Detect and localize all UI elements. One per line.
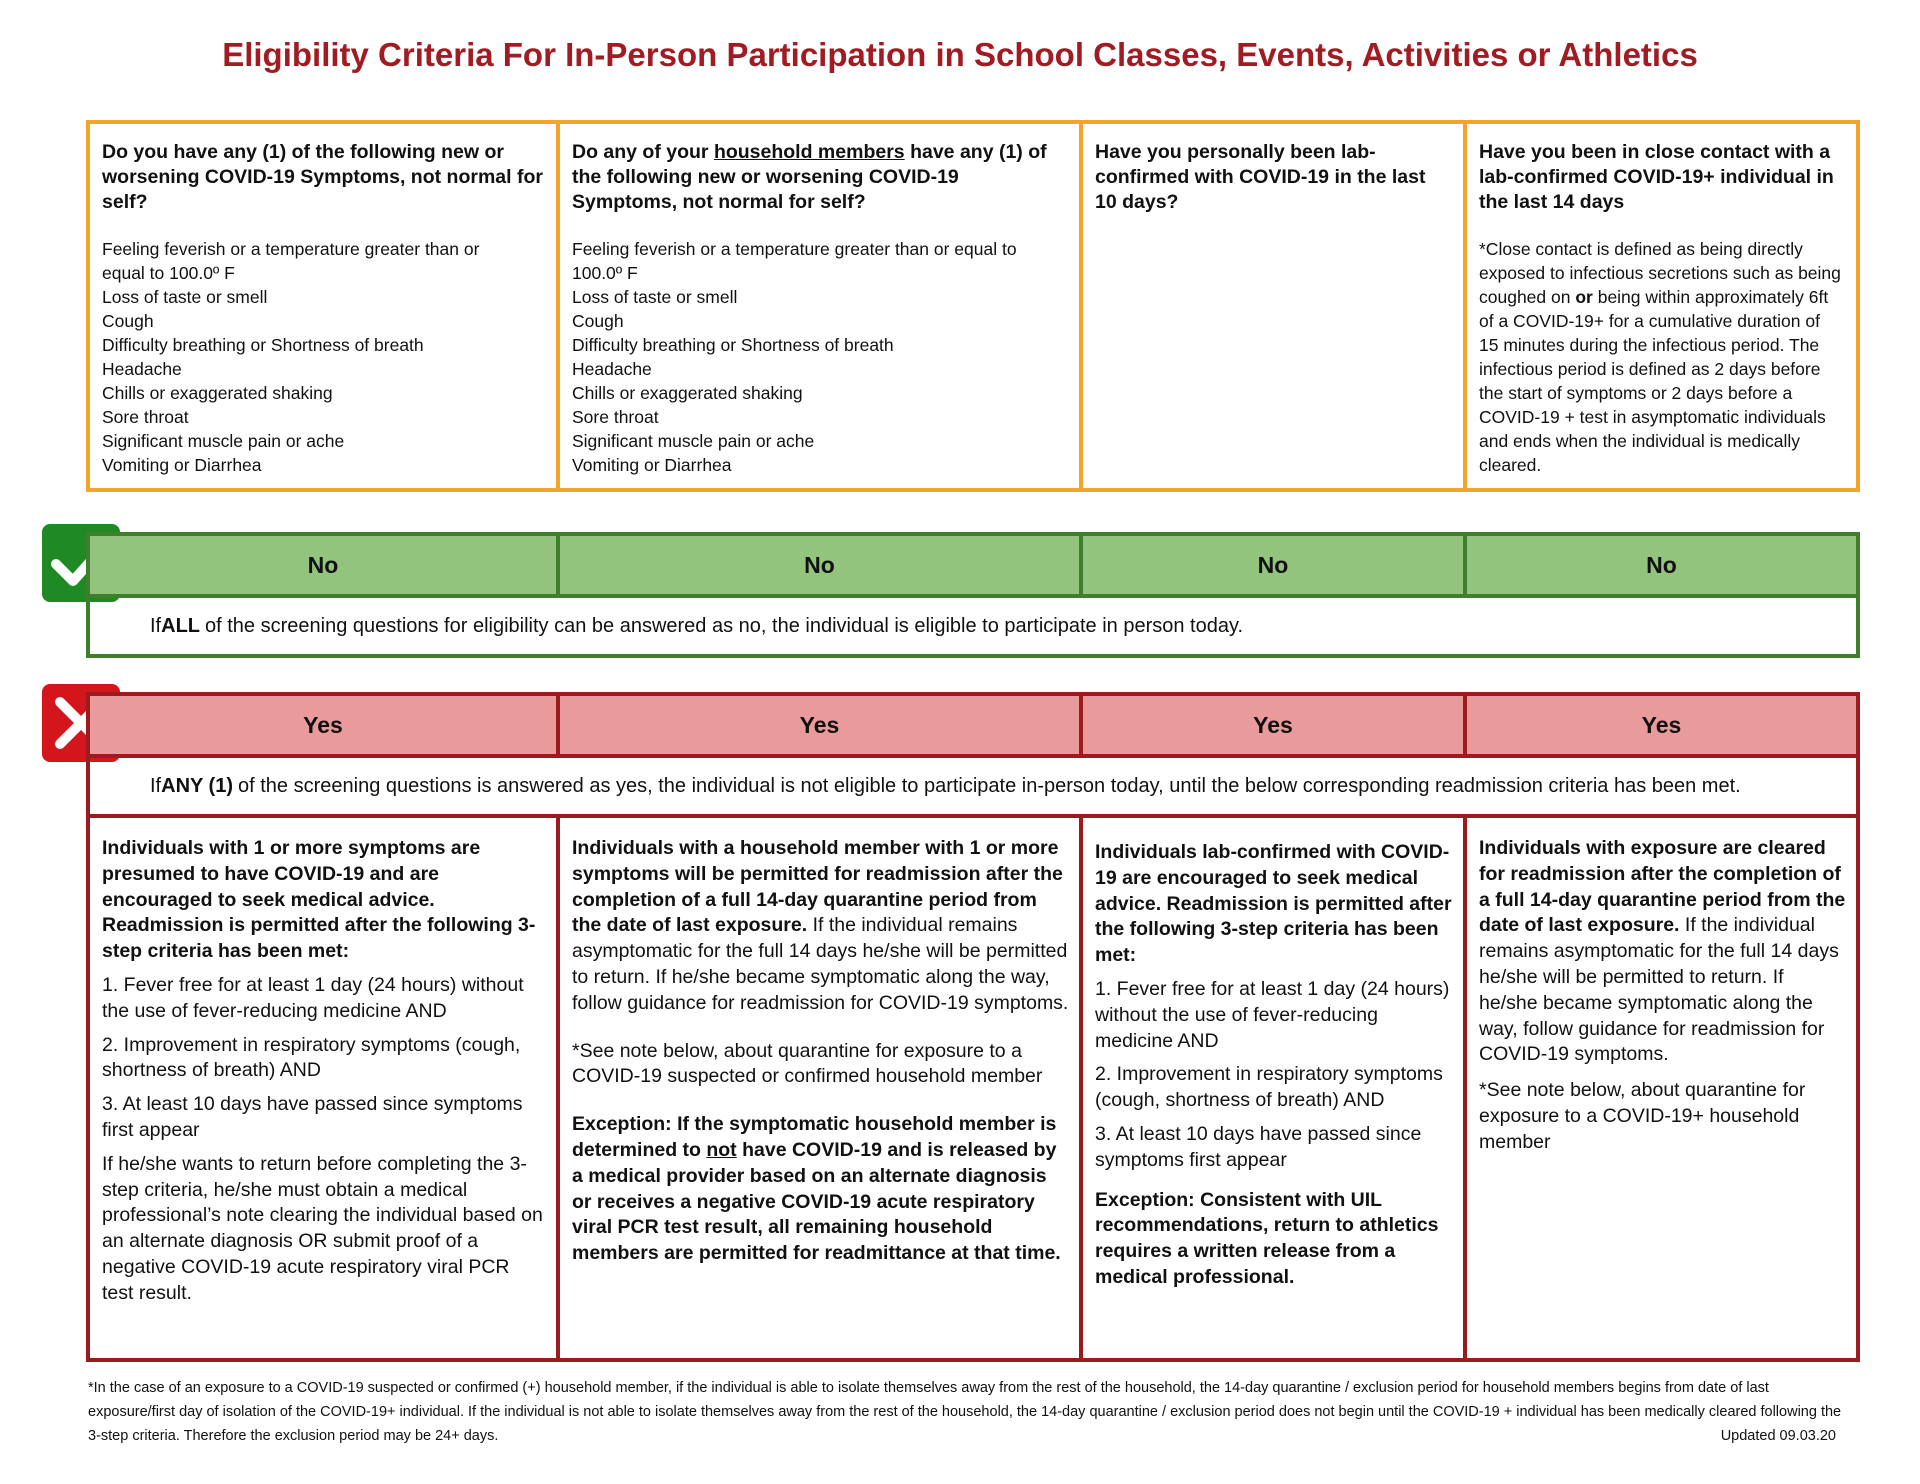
- list-item: Loss of taste or smell: [572, 287, 738, 307]
- footnote: [88, 1376, 1848, 1448]
- criteria-note: *See note below, about quarantine for exposure to a COVID-19+ household member: [1479, 1079, 1806, 1153]
- criteria-step: 1. Fever free for at least 1 day (24 hours) without the use of fever-reducing medicine AND: [102, 973, 524, 1022]
- banner-text: If: [150, 614, 162, 637]
- list-item: equal to 100.0º F: [102, 263, 235, 283]
- question-symptoms: [90, 124, 560, 488]
- question-title: [572, 140, 1067, 215]
- readmission-lab-confirmed: [1083, 818, 1467, 1358]
- note-bold: or: [1575, 287, 1593, 307]
- banner-text: If: [150, 774, 162, 797]
- question-household-symptoms: [560, 124, 1083, 488]
- updated-date: Updated 09.03.20: [1720, 1428, 1836, 1444]
- criteria-exception: Exception: Consistent with UIL recommendations, return to athletics requires a written release from a medical professional.: [1095, 1188, 1439, 1288]
- question-title: Have you been in close contact with a lab-confirmed COVID-19+ individual in the last 14 days: [1479, 141, 1834, 213]
- list-item: Chills or exaggerated shaking: [572, 383, 803, 403]
- not-eligible-banner: [86, 758, 1860, 818]
- list-item: Sore throat: [102, 407, 189, 427]
- note-part: *Close contact is defined as being directly exposed to infectious secretions such as being coughed on: [1479, 239, 1841, 307]
- question-title: Do you have any (1) of the following new or worsening COVID-19 Symptoms, not normal for self?: [102, 141, 543, 213]
- banner-bold: ANY (1): [161, 774, 233, 797]
- no-label: No: [560, 536, 1083, 594]
- criteria-lead: Individuals lab-confirmed with COVID-19 are encouraged to seek medical advice. Readmission is permitted after the following 3-step criteria has been met:: [1095, 841, 1452, 967]
- criteria-lead: [572, 836, 1069, 1017]
- eligible-banner: [86, 598, 1860, 658]
- banner-text: of the screening questions is answered as yes, the individual is not eligible to participate in-person today, until the below corresponding readmission criteria has been met.: [238, 774, 1741, 797]
- question-title: Have you personally been lab-confirmed with COVID-19 in the last 10 days?: [1095, 141, 1426, 213]
- readmission-symptoms: [90, 818, 560, 1358]
- list-item: Cough: [572, 311, 624, 331]
- criteria-lead: [1479, 836, 1846, 1068]
- criteria-lead-rest: If the individual remains asymptomatic for the full 14 days he/she will be permitted to return. If he/she became symptomatic along the way, follow guidance for readmission for COVID-19 symptoms.: [572, 914, 1069, 1014]
- list-item: Headache: [102, 359, 182, 379]
- list-item: Headache: [572, 359, 652, 379]
- criteria-step: 3. At least 10 days have passed since symptoms first appear: [1095, 1122, 1422, 1171]
- criteria-step: 2. Improvement in respiratory symptoms (cough, shortness of breath) AND: [102, 1033, 521, 1082]
- list-item: Significant muscle pain or ache: [102, 431, 345, 451]
- footnote-text: *In the case of an exposure to a COVID-19 suspected or confirmed (+) household member, if the individual is able to isolate themselves away from the rest of the household, the 14-day quarantine / exclusion period for household members begins from date of last exposure/first day of isolation of the COVID-19+ individual. If the individual is not able to isolate themselves away from the rest of the household, the 14-day quarantine / exclusion period does not begin until the COVID-19 + individual has been medically cleared following the 3-step criteria. Therefore the exclusion period may be 24+ days.: [88, 1380, 1842, 1444]
- exception-underline: not: [706, 1138, 737, 1161]
- banner-bold: ALL: [161, 614, 201, 637]
- list-item: Vomiting or Diarrhea: [102, 455, 262, 475]
- exception-part: Exception: If the symptomatic household member is determined to: [572, 1113, 1057, 1161]
- criteria-step: 2. Improvement in respiratory symptoms (cough, shortness of breath) AND: [1095, 1063, 1443, 1112]
- criteria-lead-bold: Individuals with exposure are cleared for readmission after the completion of a full 14-day quarantine period from the date of last exposure.: [1479, 837, 1846, 937]
- no-label: No: [1083, 536, 1467, 594]
- no-label: No: [90, 536, 560, 594]
- list-item: Feeling feverish or a temperature greater than or equal to: [572, 239, 1017, 259]
- note-part: being within approximately 6ft of a COVID-19+ for a cumulative duration of 15 minutes during the infectious period. The infectious period is defined as 2 days before the start of symptoms or 2 days before a COVID-19 + test in asymptomatic individuals and ends when the individual is medically cleared.: [1479, 287, 1829, 475]
- list-item: Vomiting or Diarrhea: [572, 455, 732, 475]
- banner-text: of the screening questions for eligibility can be answered as no, the individual is eligible to participate in person today.: [205, 614, 1244, 637]
- no-label: No: [1646, 551, 1677, 578]
- readmission-exposure: [1467, 818, 1856, 1358]
- list-item: Difficulty breathing or Shortness of breath: [102, 335, 424, 355]
- criteria-exception: [572, 1112, 1069, 1267]
- list-item: Cough: [102, 311, 154, 331]
- list-item: 100.0º F: [572, 263, 638, 283]
- list-item: Loss of taste or smell: [102, 287, 268, 307]
- criteria-step: 3. At least 10 days have passed since symptoms first appear: [102, 1093, 523, 1141]
- readmission-household: [560, 818, 1083, 1358]
- yes-label: Yes: [560, 696, 1083, 754]
- criteria-step: 1. Fever free for at least 1 day (24 hours) without the use of fever-reducing medicine AND: [1095, 977, 1450, 1052]
- yes-label: Yes: [90, 696, 560, 754]
- exception-part: have COVID-19 and is released by a medical provider based on an alternate diagnosis or receives a negative COVID-19 acute respiratory viral PCR test result, all remaining household members are permitted for readmittance at that time.: [572, 1138, 1061, 1265]
- question-title-part: Do any of your: [572, 141, 714, 163]
- yes-label: Yes: [1641, 711, 1682, 738]
- symptom-list: [572, 237, 1067, 477]
- criteria-lead-bold: Individuals with a household member with 1 or more symptoms will be permitted for readmission after the completion of a full 14-day quarantine period from the date of last exposure.: [572, 837, 1063, 937]
- page-title: Eligibility Criteria For In-Person Participation in School Classes, Events, Activities or Athletics: [222, 36, 1698, 73]
- no-answer-row: [86, 532, 1860, 598]
- screening-questions: [86, 120, 1860, 492]
- list-item: Sore throat: [572, 407, 659, 427]
- question-title-part: have any (1) of the following new or worsening COVID-19 Symptoms, not normal for self?: [572, 141, 1047, 213]
- list-item: Significant muscle pain or ache: [572, 431, 815, 451]
- readmission-criteria: [86, 814, 1860, 1362]
- question-lab-confirmed: [1083, 124, 1467, 488]
- yes-label: Yes: [1083, 696, 1467, 754]
- list-item: Chills or exaggerated shaking: [102, 383, 333, 403]
- question-title-underline: household members: [713, 141, 905, 163]
- symptom-list: [102, 237, 544, 477]
- list-item: Feeling feverish or a temperature greater than or: [102, 239, 480, 259]
- criteria-note: *See note below, about quarantine for exposure to a COVID-19 suspected or confirmed household member: [572, 1039, 1043, 1088]
- list-item: Difficulty breathing or Shortness of breath: [572, 335, 894, 355]
- criteria-lead: Individuals with 1 or more symptoms are presumed to have COVID-19 and are encouraged to seek medical advice. Readmission is permitted after the following 3-step criteria has been met:: [102, 837, 536, 963]
- yes-answer-row: [86, 692, 1860, 758]
- criteria-extra: If he/she wants to return before completing the 3-step criteria, he/she must obtain a medical professional’s note clearing the individual based on an alternate diagnosis OR submit proof of a negative COVID-19 acute respiratory viral PCR test result.: [102, 1152, 543, 1304]
- criteria-lead-rest: If the individual remains asymptomatic for the full 14 days he/she will be permitted to return. If he/she became symptomatic along the way, follow guidance for readmission for COVID-19 symptoms.: [1479, 914, 1839, 1066]
- question-close-contact: [1467, 124, 1856, 488]
- close-contact-definition: [1479, 237, 1844, 477]
